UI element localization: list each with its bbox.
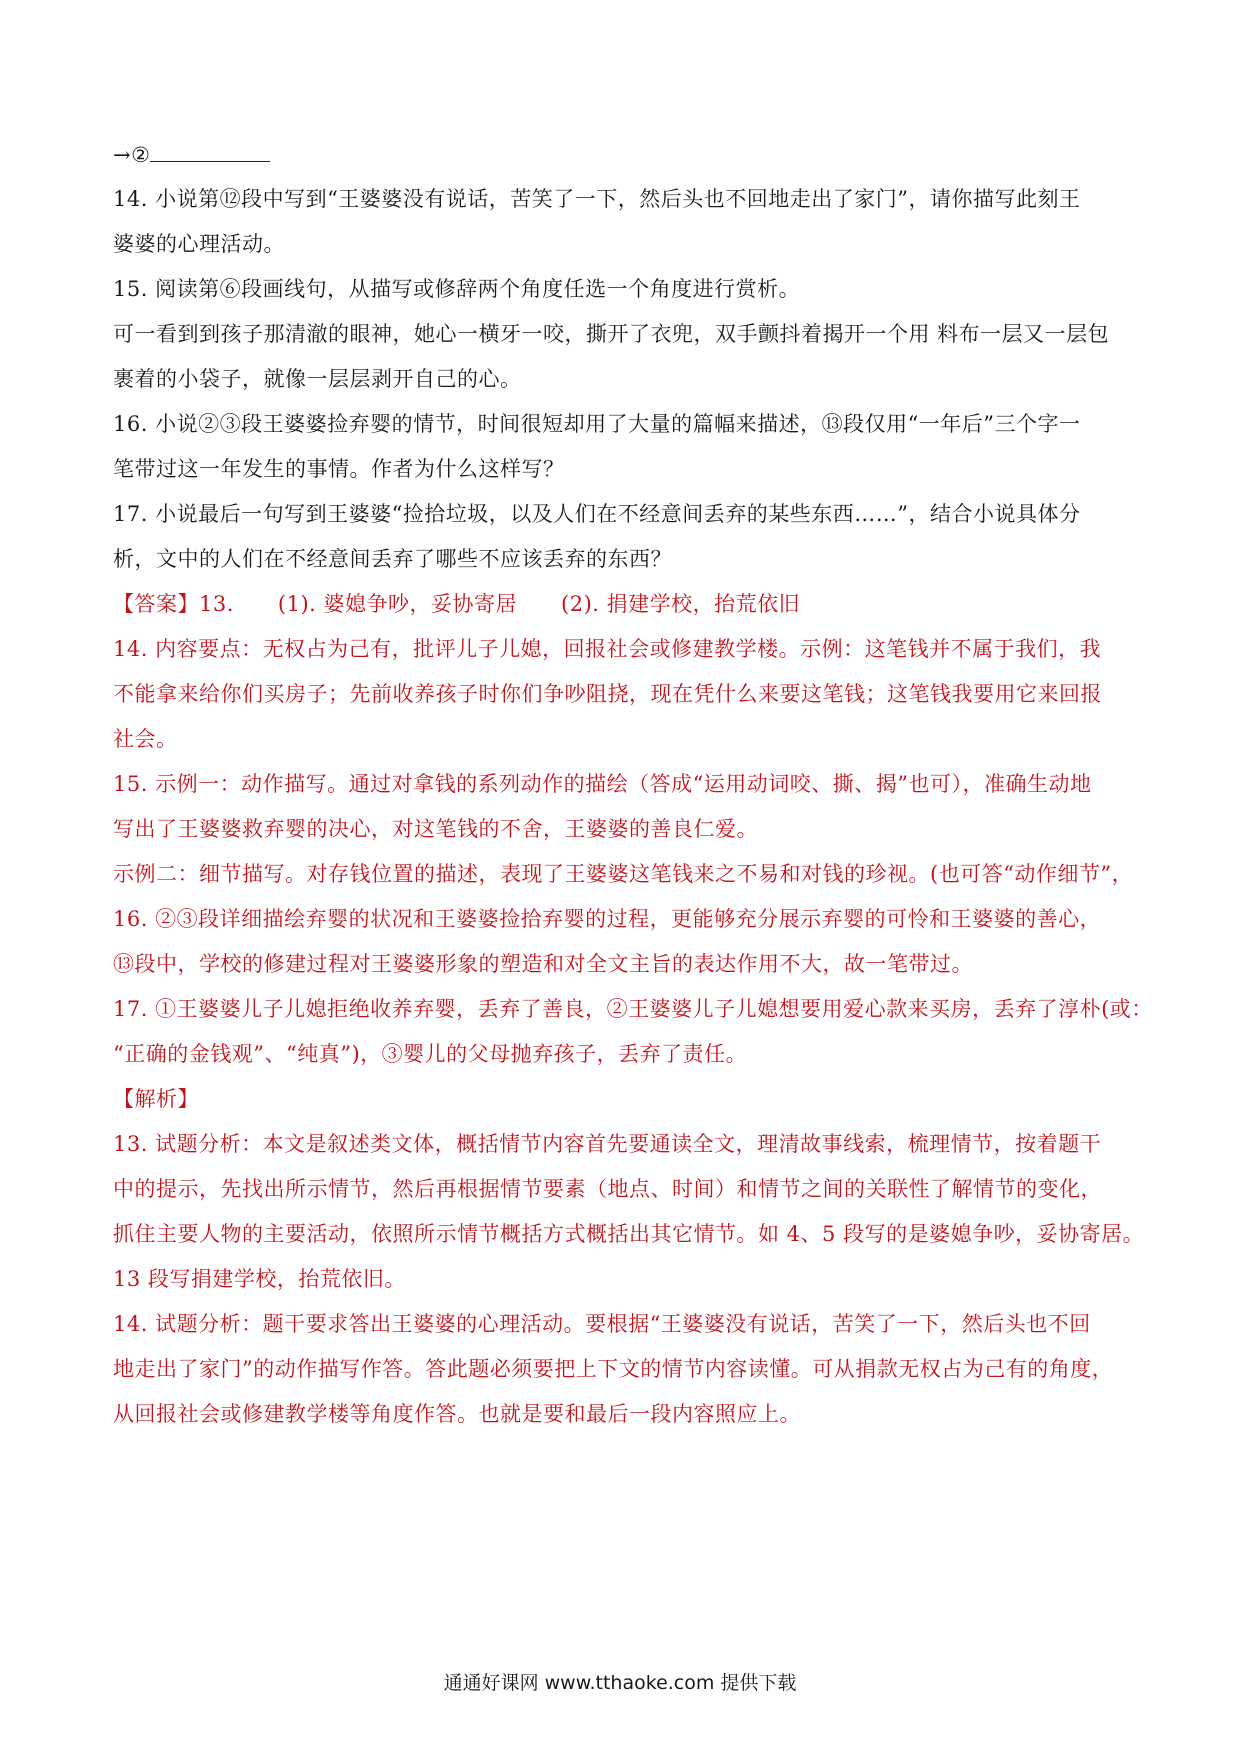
question-line: 析，文中的人们在不经意间丢弃了哪些不应该丢弃的东西？ bbox=[113, 547, 672, 571]
answer-line: 15. 示例一：动作描写。通过对拿钱的系列动作的描绘（答成“运用动词咬、撕、揭”也可），准确生动地 bbox=[113, 772, 1092, 796]
answer-label: 【答案】13. bbox=[113, 592, 234, 616]
answer-line: 14. 内容要点：无权占为己有，批评儿子儿媳，回报社会或修建教学楼。示例：这笔钱并不属于我们，我 bbox=[113, 637, 1102, 661]
analysis-label: 【解析】 bbox=[113, 1087, 199, 1111]
analysis-line: 13 段写捐建学校，抬荒依旧。 bbox=[113, 1267, 406, 1291]
answer-line: 17. ①王婆婆儿子儿媳拒绝收养弃婴，丢弃了善良，②王婆婆儿子儿媳想要用爱心款来买房，丢弃了淳朴(或： bbox=[113, 997, 1153, 1021]
question-line: 17. 小说最后一句写到王婆婆“捡拾垃圾，以及人们在不经意间丢弃的某些东西……”，结合小说具体分 bbox=[113, 502, 1081, 526]
answer-line: 写出了王婆婆救弃婴的决心，对这笔钱的不舍，王婆婆的善良仁爱。 bbox=[113, 817, 758, 841]
question-line: 14. 小说第⑫段中写到“王婆婆没有说话，苦笑了一下，然后头也不回地走出了家门”，请你描写此刻王 bbox=[113, 187, 1081, 211]
answer-line: ⑬段中，学校的修建过程对王婆婆形象的塑造和对全文主旨的表达作用不大，故一笔带过。 bbox=[113, 952, 973, 976]
question-line: 15. 阅读第⑥段画线句，从描写或修辞两个角度任选一个角度进行赏析。 bbox=[113, 277, 801, 301]
analysis-line: 14. 试题分析：题干要求答出王婆婆的心理活动。要根据“王婆婆没有说话，苦笑了一下，然后头也不回 bbox=[113, 1312, 1091, 1336]
question-line: 可一看到到孩子那清澈的眼神，她心一横牙一咬，撕开了衣兜，双手颤抖着揭开一个用 料布一层又一层包 bbox=[113, 322, 1110, 346]
question-line: 笔带过这一年发生的事情。作者为什么这样写？ bbox=[113, 457, 565, 481]
question-line: 裹着的小袋子，就像一层层剥开自己的心。 bbox=[113, 367, 522, 391]
answer-part1: (1). 婆媳争吵，妥协寄居 bbox=[277, 592, 518, 616]
answer-line: 不能拿来给你们买房子；先前收养孩子时你们争吵阻挠，现在凭什么来要这笔钱；这笔钱我要用它来回报 bbox=[113, 682, 1102, 706]
question-line: 16. 小说②③段王婆婆捡弃婴的情节，时间很短却用了大量的篇幅来描述，⑬段仅用“一年后”三个字一 bbox=[113, 412, 1081, 436]
answer-line: 示例二：细节描写。对存钱位置的描述，表现了王婆婆这笔钱来之不易和对钱的珍视。(也可答“动作细节”， bbox=[113, 862, 1134, 886]
analysis-line: 13. 试题分析：本文是叙述类文体，概括情节内容首先要通读全文，理清故事线索，梳理情节，按着题干 bbox=[113, 1132, 1102, 1156]
page-footer: 通通好课网 www.tthaoke.com 提供下载 bbox=[443, 1672, 797, 1694]
answer-part2: (2). 捐建学校，抬荒依旧 bbox=[561, 592, 801, 616]
answer-line: “正确的金钱观”、“纯真”)，③婴儿的父母抛弃孩子，丢弃了责任。 bbox=[113, 1042, 748, 1066]
answer-line: 社会。 bbox=[113, 727, 178, 751]
question-line: 婆婆的心理活动。 bbox=[113, 232, 285, 256]
analysis-line: 抓住主要人物的主要活动，依照所示情节概括方式概括出其它情节。如 4、5 段写的是婆媳争吵，妥协寄居。 bbox=[113, 1222, 1145, 1246]
answer-line: 16. ②③段详细描绘弃婴的状况和王婆婆捡拾弃婴的过程，更能够充分展示弃婴的可怜和王婆婆的善心， bbox=[113, 907, 1102, 931]
analysis-line: 地走出了家门”的动作描写作答。答此题必须要把上下文的情节内容读懂。可从捐款无权占为己有的角度， bbox=[113, 1357, 1114, 1381]
analysis-line: 中的提示，先找出所示情节，然后再根据情节要素（地点、时间）和情节之间的关联性了解情节的变化， bbox=[113, 1177, 1102, 1201]
answer-heading bbox=[113, 589, 1133, 619]
q13-answer-blank-line bbox=[113, 139, 1133, 170]
fill-in-blank bbox=[150, 139, 270, 162]
analysis-line: 从回报社会或修建教学楼等角度作答。也就是要和最后一段内容照应上。 bbox=[113, 1402, 801, 1426]
q13-arrow-text: →② bbox=[113, 143, 151, 167]
